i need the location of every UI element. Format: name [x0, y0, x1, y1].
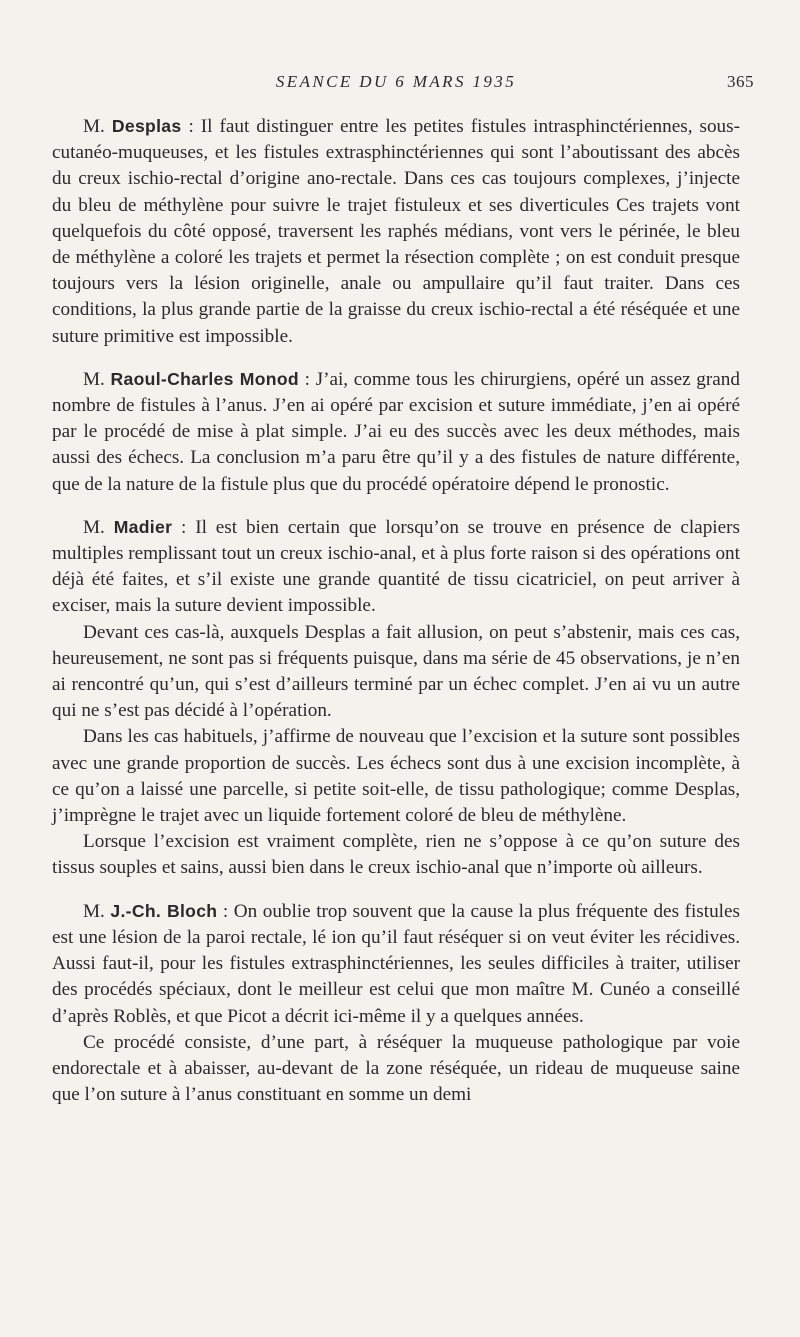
- speaker-name: J.-Ch. Bloch: [110, 900, 218, 921]
- speaker-prefix: M.: [83, 900, 111, 922]
- paragraph-bloch-2: Ce procédé consiste, d’une part, à réséquer la muqueuse pathologique par voie endorectale et à abaisser, au-devant de la zone réséquée, un rideau de muqueuse saine que l’on suture à l’anus constituant en somme un demi: [52, 1031, 740, 1106]
- speaker-name: Raoul-Charles Monod: [110, 368, 299, 389]
- page-number: 365: [727, 72, 754, 91]
- paragraph-madier: [52, 514, 740, 620]
- paragraph-text: : Il faut distinguer entre les petites fistules intrasphinctériennes, sous-cutanéo-muqueuses, et les fistules extrasphinctériennes qui sont l’aboutissant des abcès du creux ischio-rectal d’origine ano-rectale. Dans ces cas toujours complexes, j’injecte du bleu de méthylène pour suivre le trajet fistuleux et ses diverticules Ces trajets vont quelquefois du côté opposé, traversent les raphés médians, vont vers le périnée, le bleu de méthylène a coloré les trajets et permet la résection complète ; on est conduit presque toujours vers la lésion originelle, anale ou ampullaire qu’il faut traiter. Dans ces conditions, la plus grande partie de la graisse du creux ischio-rectal a été réséquée et une suture primitive est impossible.: [52, 116, 740, 347]
- paragraph-desplas: [52, 113, 740, 350]
- paragraph-madier-3: Dans les cas habituels, j’affirme de nouveau que l’excision et la suture sont possibles avec une grande proportion de succès. Les échecs sont dus à une excision incomplète, à ce qu’on a laissé une parcelle, si petite soit-elle, de tissu pathologique; comme Desplas, j’imprègne le trajet avec un liquide fortement coloré de bleu de méthylène.: [52, 726, 740, 827]
- speaker-prefix: M.: [83, 116, 112, 137]
- paragraph-monod: [52, 366, 740, 498]
- running-title: SEANCE DU 6 MARS 1935: [275, 72, 517, 91]
- speaker-name: Desplas: [111, 116, 182, 136]
- paragraph-text: : On oublie trop souvent que la cause la plus fréquente des fistules est une lésion de la paroi rectale, lé ion qu’il faut réséquer si on veut éviter les récidives. Aussi faut-il, pour les fistules extrasphinctériennes, les seules difficiles à traiter, utiliser des procédés spéciaux, dont le meilleur est celui que mon maître M. Cunéo a conseillé d’après Roblès, et que Picot a décrit ici-même il y a quelques années.: [52, 900, 741, 1027]
- paragraph-text: : Il est bien certain que lorsqu’on se trouve en présence de clapiers multiples remplissant tout un creux ischio-anal, et à plus forte raison si des opérations ont déjà été faites, et s’il existe une grande quantité de tissu cicatriciel, on peut arriver à exciser, mais la suture devient impossible.: [52, 516, 740, 617]
- body-text: [52, 113, 740, 1108]
- paragraph-text: : J’ai, comme tous les chirurgiens, opéré un assez grand nombre de fistules à l’anus. J’en ai opéré par excision et suture immédiate, j’en ai opéré par le procédé de mise à plat simple. J’ai eu des succès avec les deux méthodes, mais aussi des échecs. La conclusion m’a paru être qu’il y a des fistules de nature différente, que de la nature de la fistule plus que du procédé opératoire dépend le pronostic.: [52, 368, 740, 495]
- paragraph-madier-4: Lorsque l’excision est vraiment complète, rien ne s’oppose à ce qu’on suture des tissus souples et sains, aussi bien dans le creux ischio-anal que n’importe où ailleurs.: [52, 831, 740, 879]
- speaker-prefix: M.: [83, 516, 114, 538]
- running-head: [52, 72, 754, 96]
- speaker-prefix: M.: [83, 368, 111, 390]
- speaker-name: Madier: [113, 516, 173, 537]
- paragraph-bloch: [52, 898, 740, 1030]
- paragraph-madier-2: Devant ces cas-là, auxquels Desplas a fait allusion, on peut s’abstenir, mais ces cas, heureusement, ne sont pas si fréquents puisque, dans ma série de 45 observations, je n’en ai rencontré qu’un, qui s’est d’ailleurs terminé par un échec complet. J’en ai vu un autre qui ne s’est pas décidé à l’opération.: [52, 621, 740, 722]
